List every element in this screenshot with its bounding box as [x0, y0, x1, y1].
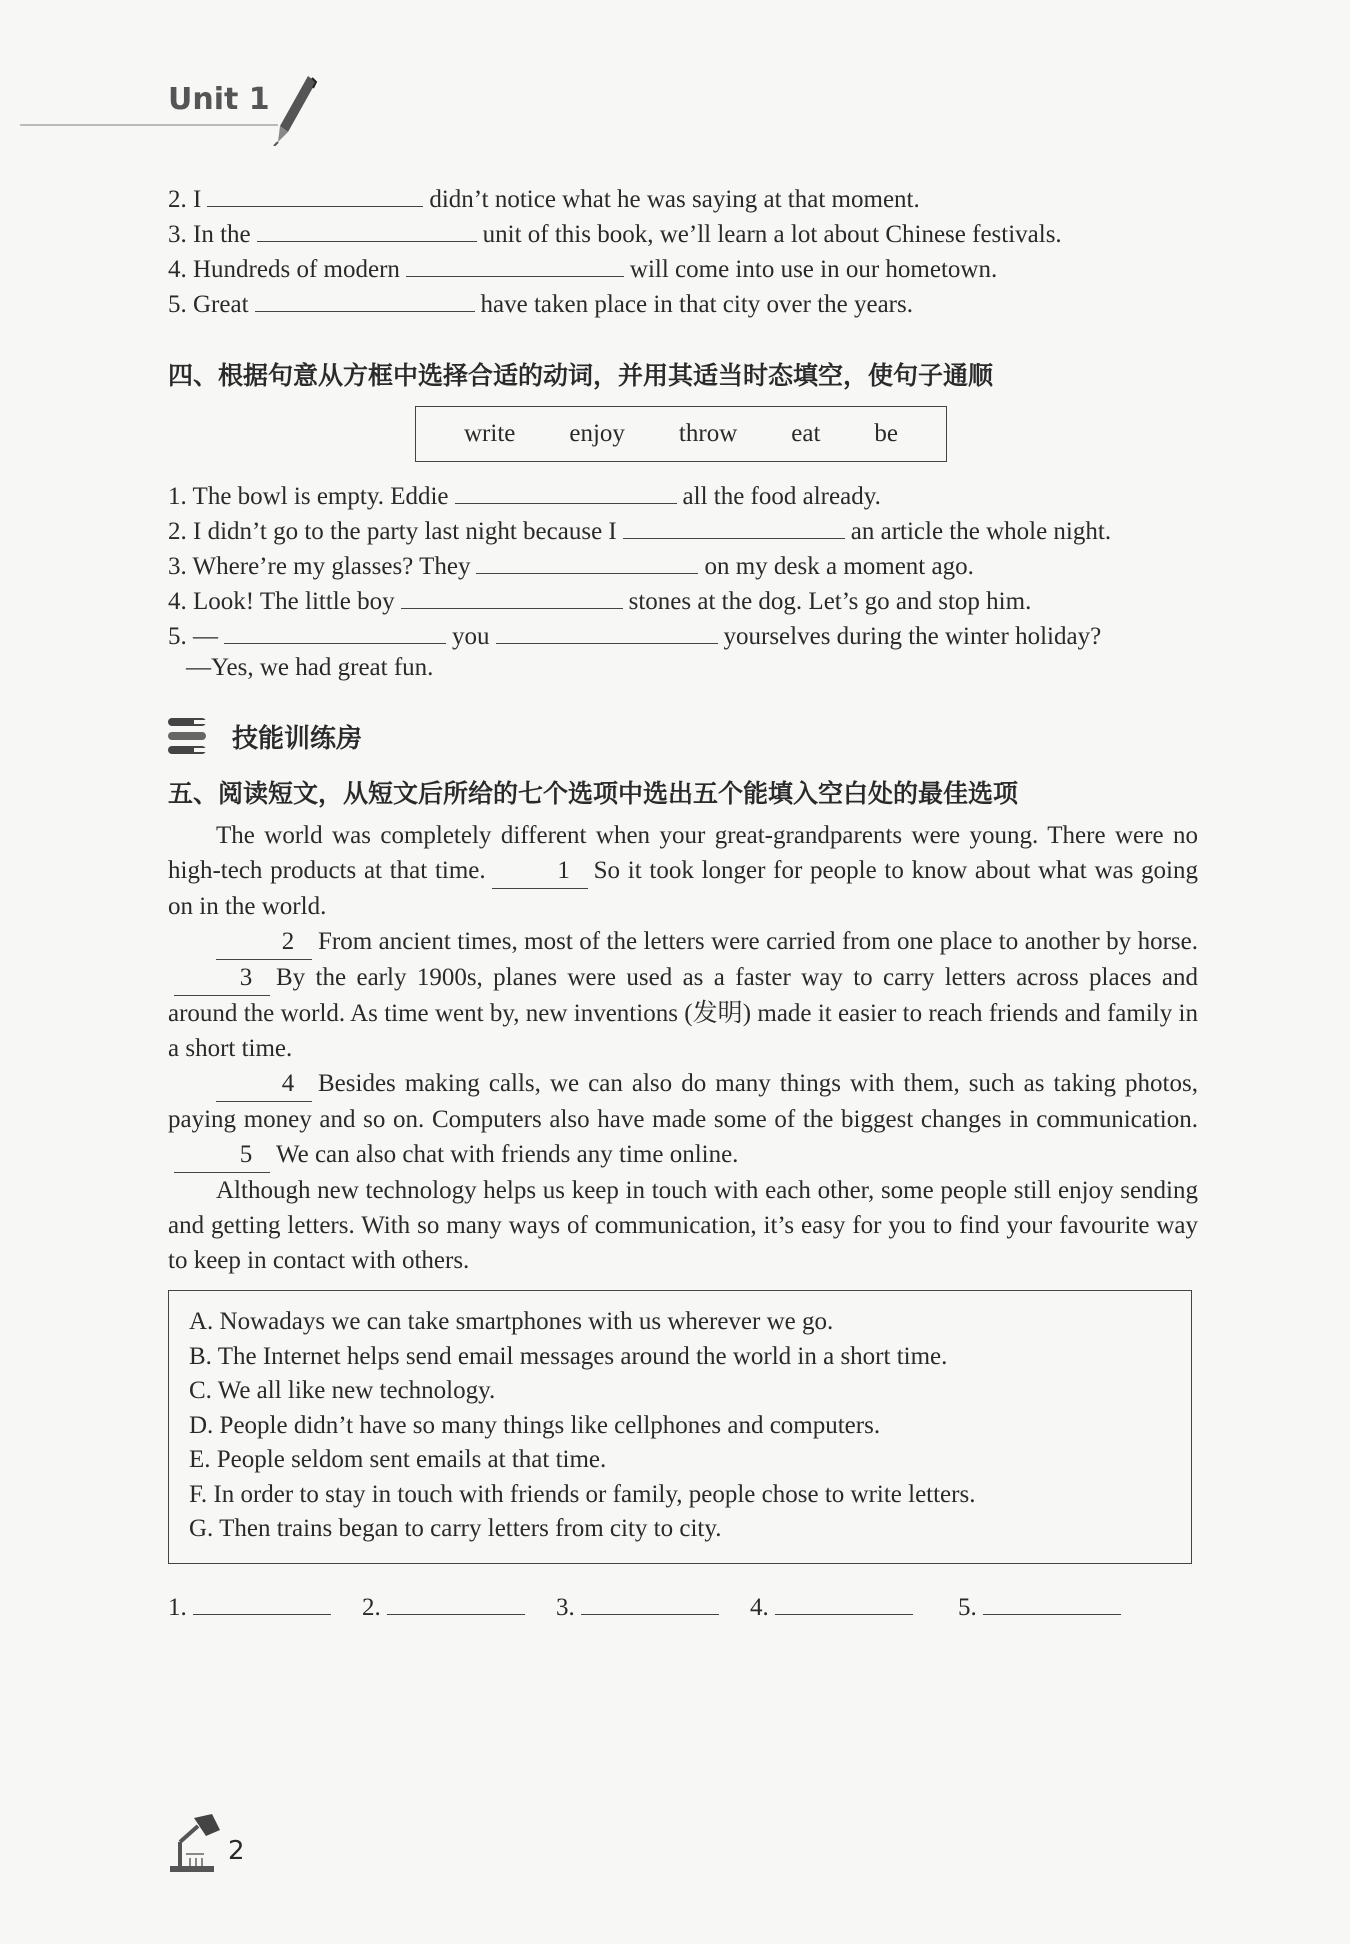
question-response: —Yes, we had great fun.	[186, 654, 434, 681]
passage-paragraph: Although new technology helps us keep in touch with each other, some people still enjoy sending and getting letters. With so many ways of communication, it’s easy for you to find your favourite way to keep in contact with others.	[168, 1177, 1198, 1274]
question-line: 4. Look! The little boy stones at the dog. Let’s go and stop him.	[168, 580, 1111, 615]
word-option: write	[464, 420, 516, 447]
passage-blank[interactable]: 3	[174, 960, 270, 996]
answer-blank[interactable]	[496, 615, 718, 644]
passage-paragraph: 4 Besides making calls, we can also do many things with them, such as taking photos, paying money and so on. Computers also have made some of the biggest changes in communication.5 We can also chat with friends any time online.	[168, 1066, 1198, 1173]
part3-line: 2. I didn’t notice what he was saying at that moment.	[168, 178, 1062, 213]
option-item: D. People didn’t have so many things like cellphones and computers.	[189, 1411, 881, 1439]
part4-title: 四、根据句意从方框中选择合适的动词，并用其适当时态填空，使句子通顺	[168, 361, 994, 390]
question-line: 2. I didn’t go to the party last night because I an article the whole night.	[168, 510, 1111, 545]
answer-slot[interactable]: 1.	[168, 1588, 331, 1622]
option-item: F. In order to stay in touch with friends or family, people chose to write letters.	[189, 1480, 976, 1508]
question-line: 1. The bowl is empty. Eddie all the food already.	[168, 475, 1111, 510]
option-item: G. Then trains began to carry letters from city to city.	[189, 1515, 722, 1542]
passage-blank[interactable]: 4	[216, 1066, 312, 1102]
answer-blank[interactable]	[387, 1588, 525, 1615]
answer-blank[interactable]	[775, 1588, 913, 1615]
book-stack-icon	[166, 714, 210, 758]
reading-passage	[168, 818, 1198, 1278]
word-option: enjoy	[569, 420, 625, 447]
passage-paragraph: The world was completely different when your great-grandparents were young. There were no high-tech products at that time. 1 So it took longer for people to know about what was going on in the world.	[168, 822, 1198, 920]
answer-blank[interactable]	[401, 580, 623, 609]
answer-blank[interactable]	[255, 283, 475, 312]
option-item: C. We all like new technology.	[189, 1377, 496, 1404]
answer-blank[interactable]	[476, 545, 698, 574]
answer-blank[interactable]	[455, 475, 677, 504]
answer-blank[interactable]	[581, 1588, 719, 1615]
part5-title: 五、阅读短文，从短文后所给的七个选项中选出五个能填入空白处的最佳选项	[168, 779, 1019, 808]
part3-line: 3. In the unit of this book, we’ll learn a lot about Chinese festivals.	[168, 213, 1062, 248]
part4-questions	[168, 475, 1111, 685]
answer-blank[interactable]	[406, 248, 624, 277]
answer-blank[interactable]	[623, 510, 845, 539]
question-line: 3. Where’re my glasses? They on my desk a moment ago.	[168, 545, 1111, 580]
word-option: eat	[791, 420, 821, 447]
passage-blank[interactable]: 5	[174, 1137, 270, 1173]
part3-lines	[168, 178, 1062, 318]
word-box	[415, 406, 947, 462]
header-rule	[20, 124, 278, 126]
answer-blank[interactable]	[207, 178, 423, 207]
skills-title: 技能训练房	[232, 724, 363, 754]
passage-blank[interactable]: 2	[216, 924, 312, 960]
answer-slot[interactable]: 5.	[958, 1588, 1121, 1622]
question-line: 5. — you yourselves during the winter holiday?	[168, 615, 1111, 650]
answer-blank[interactable]	[193, 1588, 331, 1615]
option-item: B. The Internet helps send email messages around the world in a short time.	[189, 1342, 948, 1370]
unit-header: Unit 1	[168, 82, 270, 117]
word-option: be	[874, 420, 898, 447]
answer-slot[interactable]: 4.	[750, 1588, 913, 1622]
answer-blank[interactable]	[983, 1588, 1121, 1615]
word-option: throw	[678, 420, 738, 447]
option-item: E. People seldom sent emails at that time.	[189, 1446, 607, 1473]
answer-blank[interactable]	[257, 213, 477, 242]
part3-line: 4. Hundreds of modern will come into use in our hometown.	[168, 248, 1062, 283]
desk-lamp-icon	[166, 1812, 224, 1874]
page-number: 2	[228, 1836, 245, 1866]
passage-paragraph: 2 From ancient times, most of the letters were carried from one place to another by horse.3 By the early 1900s, planes were used as a faster way to carry letters across places and around the world. As time went by, new inventions (发明) made it easier to reach friends and family in a short time.	[168, 924, 1198, 1066]
options-box	[168, 1290, 1192, 1564]
answer-slot[interactable]: 3.	[556, 1588, 719, 1622]
part3-line: 5. Great have taken place in that city over the years.	[168, 283, 1062, 318]
pen-icon	[272, 74, 318, 146]
passage-blank[interactable]: 1	[492, 853, 588, 889]
answer-blank[interactable]	[224, 615, 446, 644]
option-item: A. Nowadays we can take smartphones with us wherever we go.	[189, 1308, 834, 1335]
answer-slot[interactable]: 2.	[362, 1588, 525, 1622]
